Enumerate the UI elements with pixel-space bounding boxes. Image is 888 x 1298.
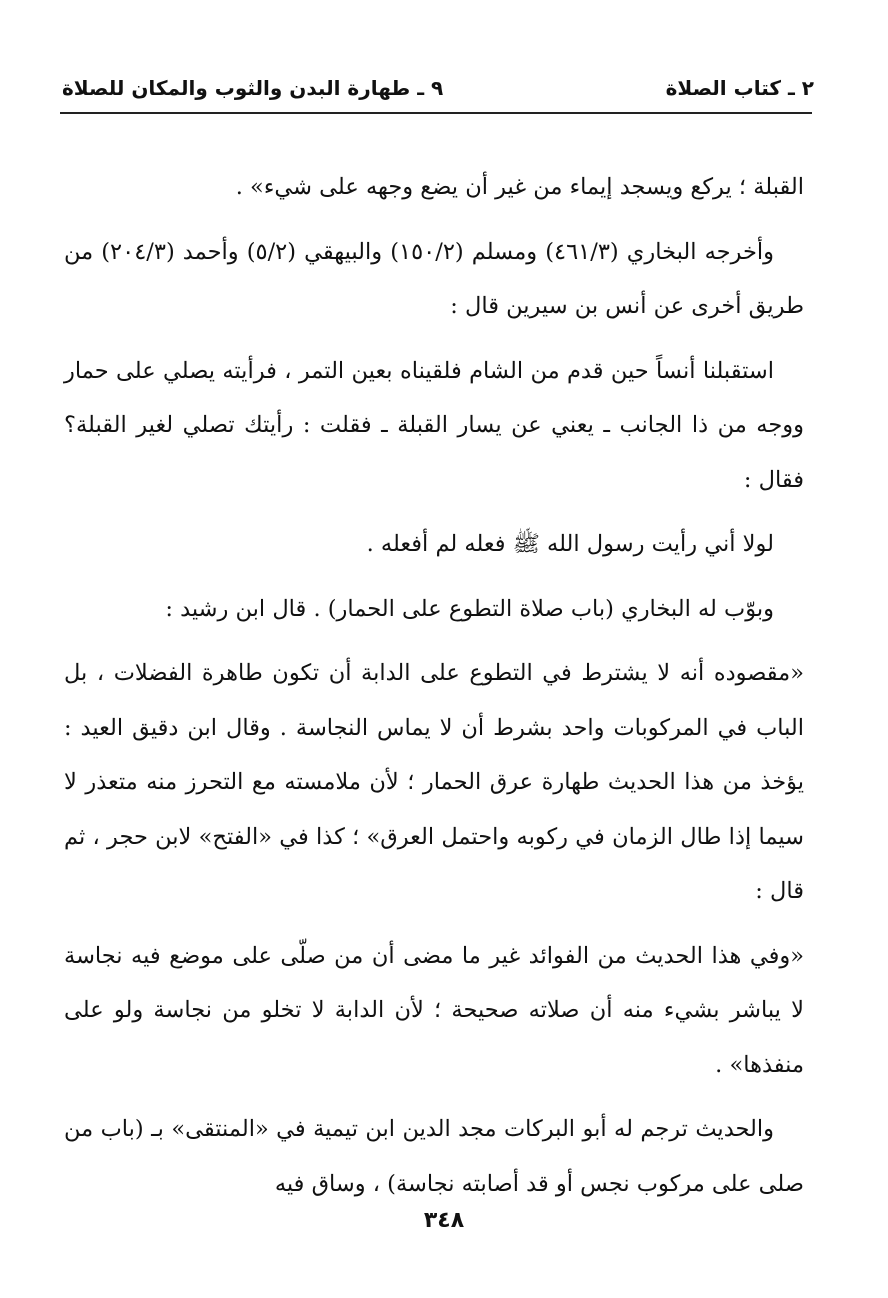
paragraph-7: «وفي هذا الحديث من الفوائد غير ما مضى أن من صلّى على موضع فيه نجاسة لا يباشر بشيء منه أن صلاته صحيحة ؛ لأن الدابة لا تخلو من نجاسة ولو على منفذها» . <box>64 942 804 1078</box>
paragraph-3: استقبلنا أنساً حين قدم من الشام فلقيناه بعين التمر ، فرأيته يصلي على حمار ووجه من ذا الجانب ـ يعني عن يسار القبلة ـ فقلت : رأيتك تصلي لغير القبلة؟ فقال : <box>64 357 804 493</box>
paragraph-8: والحديث ترجم له أبو البركات مجد الدين ابن تيمية في «المنتقى» بـ (باب من صلى على مركوب نجس أو قد أصابته نجاسة) ، وساق فيه <box>64 1116 804 1197</box>
paragraph-2: وأخرجه البخاري (٤٦١/٣) ومسلم (١٥٠/٢) والبيهقي (٥/٢) وأحمد (٢٠٤/٣) من طريق أخرى عن أنس بن سيرين قال : <box>64 238 804 319</box>
section-title: ٩ ـ طهارة البدن والثوب والمكان للصلاة <box>62 76 444 100</box>
paragraph-6: «مقصوده أنه لا يشترط في التطوع على الدابة أن تكون طاهرة الفضلات ، بل الباب في المركوبات واحد بشرط أن لا يماس النجاسة . وقال ابن دقيق العيد : يؤخذ من هذا الحديث طهارة عرق الحمار ؛ لأن ملامسته مع التحرز منه متعذر لا سيما إذا طال الزمان في ركوبه واحتمل العرق» ؛ كذا في «الفتح» لابن حجر ، ثم قال : <box>64 660 804 904</box>
header-divider <box>60 112 812 114</box>
chapter-title: ٢ ـ كتاب الصلاة <box>665 76 814 100</box>
page-body <box>64 160 804 1221</box>
paragraph-4: لولا أني رأيت رسول الله ﷺ فعله لم أفعله . <box>366 531 774 557</box>
paragraph-5: وبوّب له البخاري (باب صلاة التطوع على الحمار) . قال ابن رشيد : <box>165 595 774 622</box>
running-header <box>62 68 814 108</box>
paragraph-1: القبلة ؛ يركع ويسجد إيماء من غير أن يضع وجهه على شيء» . <box>235 174 804 200</box>
page-number: ٣٤٨ <box>423 1208 465 1233</box>
